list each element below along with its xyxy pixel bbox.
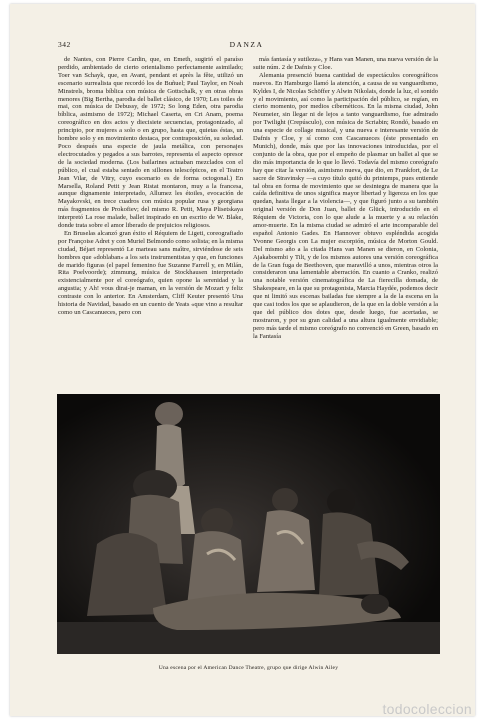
dance-photograph <box>57 394 440 654</box>
paragraph: más fantasía y sutileza», y Hans van Manen, una nueva versión de la suite núm. 2 de Dafnis y Cloe. <box>253 56 438 71</box>
text-column-right <box>253 56 438 386</box>
page-header <box>58 40 435 52</box>
photo-caption: Una escena por el American Dance Theatre, grupo que dirige Alwin Ailey <box>158 665 339 671</box>
paragraph: En Bruselas alcanzó gran éxito el Réquiem de Ligeti, coreografiado por Françoise Adret y con Muriel Belmondo como solista; en la misma ciudad, Béjart representó Le marteau sans maître, sirviéndose de seis hombres que «doblaban» a los seis instrumentistas y que, en funciones de marido figuras (el papel femenino fue Suzanne Farrell y, en Milán, Rita Poelvoorde); zimmung, música de Stockhausen interpretado existencialmente por el coreógrafo, quien opone la serenidad y la angustia; y Ah! vous dirai-je maman, en la versión de Mozart y feliz contraste con lo anterior. En Amsterdam, Cliff Keuter presentó Una historia de Navidad, basado en un cuento de Yeats «que vino a resultar como un Cascanueces, pero con <box>58 229 243 316</box>
paragraph: de Nantes, con Pierre Cardin, que, en Emeth, sugirió el paraíso perdido, ambientado de cierto orientalismo perfectamente asimilado; Toer van Schayk, que, en Avant, pendant et après la fête, utilizó un escenario surrealista que recordó los de Buñuel; Paul Taylor, en Noah Minstrels, broma bíblica con música de Gottschalk, y en otras obras menores (Big Bertha, parodia del ballet clásico, de 1970; Les toiles de mai, con música de Debussy, de 1972; So long Eden, otra parodia bíblica, asimismo de 1972); Michael Caserta, en Cri Anam, poema coreográfico en dos actos y diecisiete secuencias, protagonizado, al principio, por mujeres a solo o en grupo, hasta que, quietas éstas, un hombre solo y en movimiento destaca, por contraposición, su soledad. Poco después una especie de jaula metálica, con personajes electrocutados y pegados a sus barrotes, representa el aspecto opresor de la sociedad moderna. (Los bailarines actuaban mezclados con el público, el cual estaba sentado en sillones telescópicos, en el Teatro Jean Vilar, de Vitry, cuyo escenario es de forma octogonal.) En Marsella, Roland Petit y Jean Ristat montaron, muy a la francesa, aunque dignamente interpretado, Allumez les étoiles, evocación de Mayakovski, en trece cuadros con música popular rusa y georgiana más fragmentos de Prokofiev; del mismo R. Petit, Maya Plisetskaya interpretó La rose malade, ballet inspirado en un escrito de W. Blake, donde trata sobre el amor liberado de prejuicios religiosos. <box>58 56 243 230</box>
watermark-logo: todocoleccion <box>382 701 472 717</box>
page-number: 342 <box>58 40 71 49</box>
paragraph: Alemania presenció buena cantidad de espectáculos coreográficos nuevos. En Hamburgo llamó la atención, a causa de su vanguardismo, Kyldes I, de Nicolas Schöffer y Alwin Nikolais, donde la luz, el sonido y el movimiento, así como la participación del público, se regían, en cierto momento, por medios cibernéticos. En la misma ciudad, John Neumeier, sin llegar ni de lejos a tanto vanguardismo, fue admirado por Twilight (Crepúsculo), con música de Scriabin; Rondó, basado en una especie de collage musical, y una nueva e interesante versión de Dafnis y Cloe, y sí como con Cascanueces (éste presentado en Munich), donde, más que por las innovaciones introducidas, por el conjunto de la obra, que por el empeño de plasmar un ballet al que se dio más importancia de lo que lo llevó. Todavía del mismo coreógrafo hay que citar la versión, asimismo nueva, que dio, en Frankfort, de Le sacre de Stravinsky —a cuyo título quitó du printemps, pues entiende tal obra en forma de movimiento que se desintegra de manera que la caída definitiva de unos significa mayor libertad y ligereza en los que quedan, hasta llegar a la violencia—, y que figuró junto a su también original versión de Don Juan, ballet de Glück, introducido en el Réquiem de Victoria, con lo que alude a la muerte y a su relación amor-muerte. En la misma ciudad se admiró el arte incomparable del español Antonio Gades. En Hannover obtuvo espléndida acogida Yvonne Georgis con La mujer escorpión, música de Morton Gould. Del mismo año a la citada Hans van Manen se dieron, en Colonia, Ajakaboembi y Tilt, y de los mismos autores una versión coreográfica de la Gran fuga de Beethoven, que maravilló a unos, mientras otros la consideraron una lamentable aberración. En cuanto a Cranko, realizó una notable versión cinematográfica de La fierecilla domada, de Shakespeare, en la que su protagonista, Marcia Haydée, podemos decir que ni limitó sus escenas bailadas fue siempre a la de la escena en la que casi todos los que se aplaudieron, de la que en la doble versión a la que del público dos dotes que, desde luego, fue acertadas, se mostraron, y por su gran calidad a una altura igualmente envidiable; pero más tarde el mismo coreógrafo no convenció en Green, basado en la Fantasía <box>253 71 438 340</box>
photograph-image <box>57 394 440 654</box>
running-title: DANZA <box>229 40 264 49</box>
document-page <box>10 4 475 716</box>
text-column-left <box>58 56 243 386</box>
